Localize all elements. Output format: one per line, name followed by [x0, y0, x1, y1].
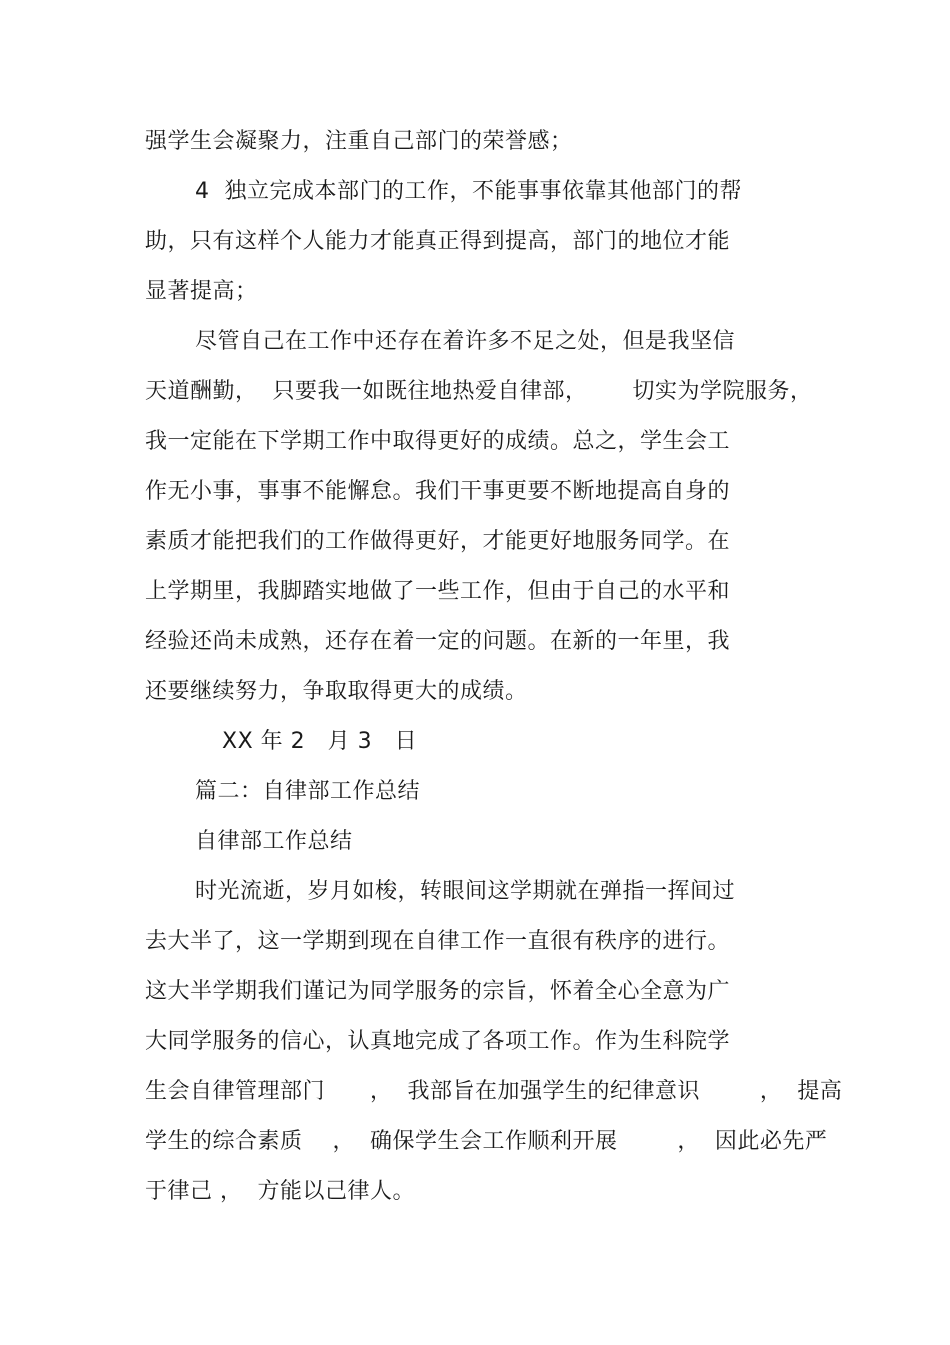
section-title: 自律部工作总结	[195, 829, 353, 854]
text-line: 去大半了，这一学期到现在自律工作一直很有秩序的进行。	[145, 929, 731, 954]
text-line: 于律己 ， 方能以己律人。	[145, 1179, 415, 1204]
date-line: XX 年 2 月 3 日	[222, 729, 418, 754]
text-line: 强学生会凝聚力，注重自己部门的荣誉感；	[145, 129, 573, 154]
text-line: 这大半学期我们谨记为同学服务的宗旨，怀着全心全意为广	[145, 979, 731, 1004]
text-line: 作无小事，事事不能懈怠。我们干事更要不断地提高自身的	[145, 479, 731, 504]
text-line: 学生的综合素质 ， 确保学生会工作顺利开展 ， 因此必先严	[145, 1129, 828, 1154]
text-line: 素质才能把我们的工作做得更好，才能更好地服务同学。在	[145, 529, 731, 554]
text-line: 我一定能在下学期工作中取得更好的成绩。总之，学生会工	[145, 429, 731, 454]
text-line: 尽管自己在工作中还存在着许多不足之处，但是我坚信	[195, 329, 736, 354]
text-line: 大同学服务的信心，认真地完成了各项工作。作为生科院学	[145, 1029, 731, 1054]
text-line: 4 独立完成本部门的工作，不能事事依靠其他部门的帮	[195, 179, 742, 204]
text-line: 还要继续努力，争取取得更大的成绩。	[145, 679, 528, 704]
text-line: 时光流逝，岁月如梭，转眼间这学期就在弹指一挥间过	[195, 879, 736, 904]
text-line: 生会自律管理部门 ， 我部旨在加强学生的纪律意识 ， 提高	[145, 1079, 843, 1104]
section-heading: 篇二：自律部工作总结	[195, 779, 421, 804]
text-line: 经验还尚未成熟，还存在着一定的问题。在新的一年里，我	[145, 629, 731, 654]
text-line: 助，只有这样个人能力才能真正得到提高，部门的地位才能	[145, 229, 731, 254]
text-line: 上学期里，我脚踏实地做了一些工作，但由于自己的水平和	[145, 579, 731, 604]
text-line: 显著提高；	[145, 279, 258, 304]
text-line: 天道酬勤， 只要我一如既往地热爱自律部， 切实为学院服务，	[145, 379, 813, 404]
